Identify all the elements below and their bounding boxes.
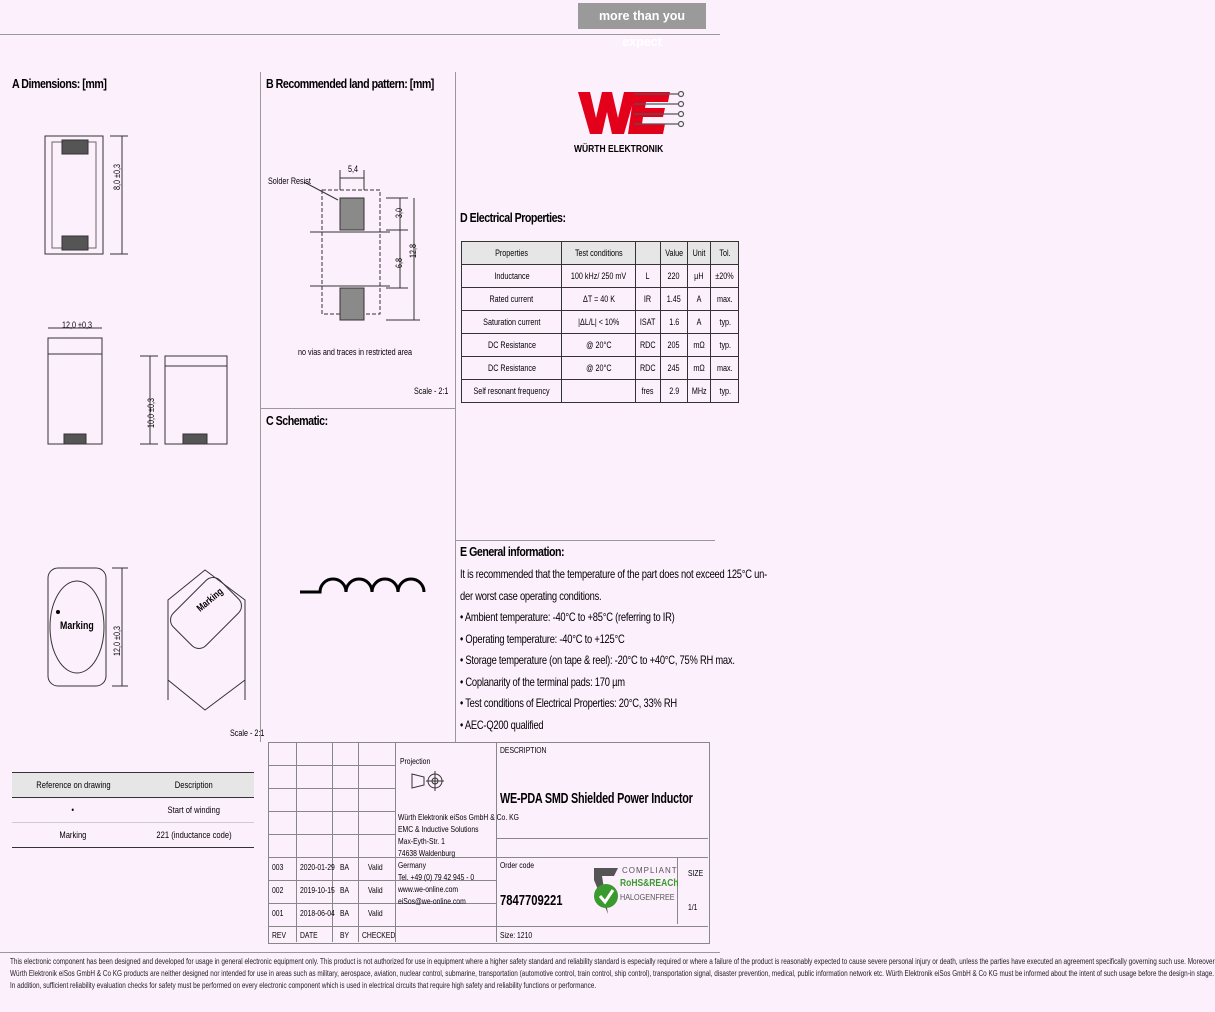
address-line: www.we-online.com bbox=[398, 884, 459, 894]
footer-line: In addition, sufficient reliability evaluation checks for safety must be performed on every electronic component which is used in electrical circuits that require high safety and reliability functions or performance. bbox=[10, 981, 597, 990]
tb-col-1 bbox=[296, 742, 297, 942]
address-line: Würth Elektronik eiSos GmbH & Co. KG bbox=[398, 812, 519, 822]
footer-line: Würth Elektronik eiSos GmbH & Co KG products are neither designed nor intended for use in areas such as military, aerospace, aviation, nuclear control, submarine, transportation (automotive control, train control, ship control), transportation signal, disaster prevention, medical, public information network etc. Würth Elektronik eiSos GmbH & Co KG must be informed about the intent of such usage before the design-in stage. bbox=[10, 969, 1215, 978]
address-line: Max-Eyth-Str. 1 bbox=[398, 836, 445, 846]
section-a-title: A Dimensions: [mm] bbox=[12, 76, 107, 91]
table-row: Marking 221 (inductance code) bbox=[12, 823, 254, 848]
header-rule bbox=[0, 34, 720, 35]
order-code-value: 7847709221 bbox=[500, 892, 563, 909]
tb-row-8 bbox=[268, 926, 708, 927]
tagline-banner: more than you expect bbox=[578, 3, 706, 29]
tb-row-1 bbox=[268, 765, 396, 766]
compliance-line2: RoHS&REACh bbox=[620, 878, 679, 889]
start-of-winding-dot bbox=[56, 610, 60, 614]
tb-col-5 bbox=[496, 742, 497, 942]
rev-header: CHECKED bbox=[362, 930, 396, 940]
dim-width-side: 12,0 ±0,3 bbox=[62, 320, 92, 330]
rev-cell: BA bbox=[340, 908, 350, 918]
section-c-title: C Schematic: bbox=[266, 413, 328, 428]
rev-header: BY bbox=[340, 930, 350, 940]
general-line: • Coplanarity of the terminal pads: 170 µm bbox=[460, 674, 625, 689]
compliance-line1: COMPLIANT bbox=[622, 866, 678, 875]
address-line: Tel. +49 (0) 79 42 945 - 0 bbox=[398, 872, 475, 882]
table-row: Rated current ΔT = 40 K IR 1.45 A max. bbox=[462, 288, 739, 311]
general-line: • Ambient temperature: -40°C to +85°C (referring to IR) bbox=[460, 610, 675, 624]
section-e-title: E General information: bbox=[460, 544, 565, 559]
description-label: DESCRIPTION bbox=[500, 745, 547, 755]
tb-row-3 bbox=[268, 811, 396, 812]
dim-length-bottom: 12,0 ±0,3 bbox=[112, 626, 122, 656]
land-note: no vias and traces in restricted area bbox=[298, 347, 413, 357]
logo-brand-text: WÜRTH ELEKTRONIK bbox=[574, 144, 664, 155]
rev-cell: Valid bbox=[368, 908, 383, 918]
tb-row-2 bbox=[268, 788, 396, 789]
table-row: Saturation current |ΔL/L| < 10% ISAT 1.6 A typ. bbox=[462, 311, 739, 334]
marking-label-iso: Marking bbox=[195, 586, 226, 615]
rev-cell: 2019-10-15 bbox=[300, 885, 335, 895]
projection-label: Projection bbox=[400, 756, 431, 766]
tb-row-9 bbox=[496, 838, 708, 839]
scale-b: Scale - 2:1 bbox=[414, 386, 449, 396]
table-row: DC Resistance @ 20°C RDC 245 mΩ max. bbox=[462, 357, 739, 380]
table-row: DC Resistance @ 20°C RDC 205 mΩ typ. bbox=[462, 334, 739, 357]
inductor-symbol bbox=[298, 562, 428, 602]
address-line: eiSos@we-online.com bbox=[398, 896, 466, 906]
footer-disclaimer bbox=[10, 956, 1215, 992]
rev-cell: 2018-06-04 bbox=[300, 908, 335, 918]
footer-line: This electronic component has been designed and developed for usage in general electronic equipment only. This product is not authorized for use in equipment where a higher safety standard and reliability standard is especially required or where a failure of the product is reasonably expected to cause severe personal injury or death, unless the parties have executed an agreement specifically governing such use. Moreover bbox=[10, 957, 1215, 966]
marking-label-bottom: Marking bbox=[60, 620, 94, 632]
compliance-badge bbox=[592, 862, 679, 922]
section-b-title: B Recommended land pattern: [mm] bbox=[266, 76, 434, 91]
dim-height: 10,0 ±0,3 bbox=[146, 398, 156, 428]
divider-d-e bbox=[455, 540, 715, 541]
solder-resist-label: Solder Resist bbox=[268, 176, 311, 186]
coil-icon bbox=[300, 579, 424, 592]
table-header-row: Properties Test conditions Value Unit Tol. bbox=[462, 242, 739, 265]
reference-header-row: Reference on drawing Description bbox=[12, 773, 254, 798]
table-row: Self resonant frequency fres 2.9 MHz typ. bbox=[462, 380, 739, 403]
divider-b-d bbox=[455, 72, 456, 742]
general-line: It is recommended that the temperature of the part does not exceed 125°C un- bbox=[460, 567, 767, 581]
table-row: Inductance 100 kHz/ 250 mV L 220 µH ±20% bbox=[462, 265, 739, 288]
tb-row-4 bbox=[268, 834, 396, 835]
general-line: • Operating temperature: -40°C to +125°C bbox=[460, 631, 625, 646]
checkmark-icon bbox=[592, 866, 620, 916]
general-line: • Storage temperature (on tape & reel): -20°C to +40°C, 75% RH max. bbox=[460, 653, 735, 667]
rev-header: REV bbox=[272, 930, 286, 940]
rev-cell: BA bbox=[340, 862, 350, 872]
order-code-label: Order code bbox=[500, 860, 535, 870]
general-line: • Test conditions of Electrical Properties: 20°C, 33% RH bbox=[460, 696, 677, 710]
rev-cell: 2020-01-29 bbox=[300, 862, 335, 872]
page-number: 1/1 bbox=[688, 902, 698, 912]
product-title: WE-PDA SMD Shielded Power Inductor bbox=[500, 790, 693, 807]
rev-cell: 001 bbox=[272, 908, 284, 918]
reference-table bbox=[12, 772, 254, 848]
general-line: der worst case operating conditions. bbox=[460, 588, 602, 603]
compliance-line3: HALOGENFREE bbox=[620, 892, 675, 902]
scale-a: Scale - 2:1 bbox=[230, 728, 265, 738]
land-dim-total: 12,8 bbox=[408, 243, 418, 258]
land-dim-right2: 6,8 bbox=[394, 257, 404, 268]
rev-header: DATE bbox=[300, 930, 318, 940]
dim-width-top: 8,0 ±0,3 bbox=[112, 164, 122, 190]
tb-col-3 bbox=[358, 742, 359, 942]
footer-rule bbox=[0, 952, 720, 953]
section-d-title: D Electrical Properties: bbox=[460, 210, 566, 225]
rev-cell: 003 bbox=[272, 862, 284, 872]
general-tolerance: Size: 1210 bbox=[500, 930, 533, 940]
address-line: EMC & Inductive Solutions bbox=[398, 824, 479, 834]
rev-cell: Valid bbox=[368, 862, 383, 872]
divider-b-c bbox=[260, 408, 455, 409]
projection-icon bbox=[410, 768, 444, 794]
rev-cell: 002 bbox=[272, 885, 284, 895]
address-line: 74638 Waldenburg bbox=[398, 848, 456, 858]
land-dim-top: 5,4 bbox=[348, 164, 359, 174]
size-label: SIZE bbox=[688, 868, 704, 878]
general-line: • AEC-Q200 qualified bbox=[460, 717, 544, 732]
tb-col-4 bbox=[395, 742, 396, 942]
rev-cell: Valid bbox=[368, 885, 383, 895]
rev-cell: BA bbox=[340, 885, 350, 895]
address-line: Germany bbox=[398, 860, 426, 870]
general-info bbox=[460, 564, 854, 736]
dimension-drawings bbox=[0, 100, 260, 740]
tb-row-5 bbox=[268, 857, 708, 858]
electrical-properties-table bbox=[461, 241, 739, 403]
land-dim-right1: 3,0 bbox=[394, 207, 404, 218]
company-logo bbox=[570, 84, 690, 164]
table-row: • Start of winding bbox=[12, 798, 254, 823]
